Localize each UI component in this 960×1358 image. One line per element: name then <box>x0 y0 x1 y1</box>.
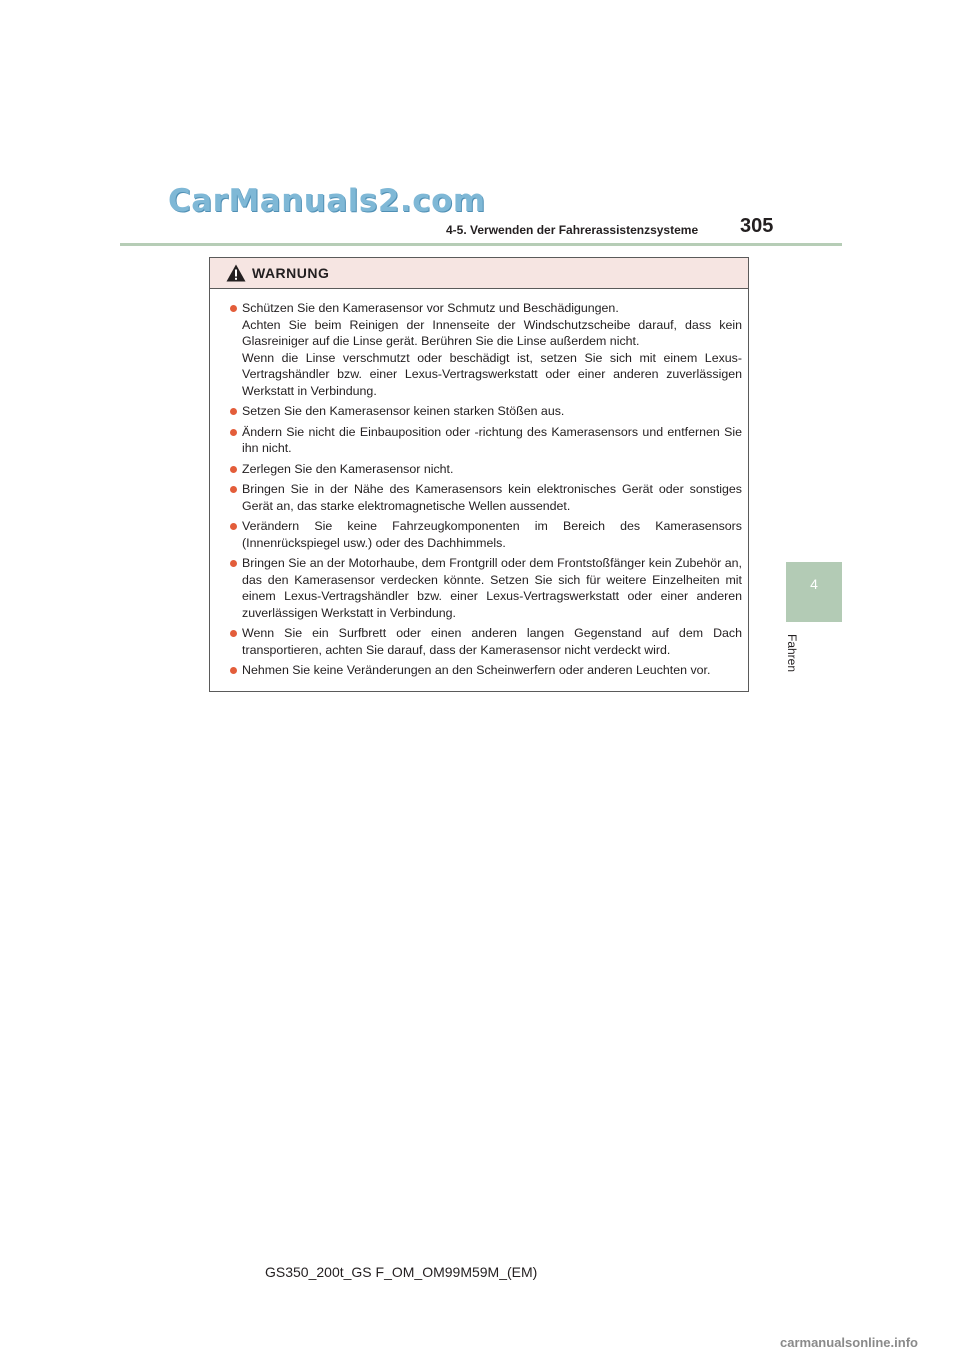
warning-item <box>230 461 742 478</box>
warning-item <box>230 481 742 514</box>
bullet-icon <box>230 560 237 567</box>
warning-triangle-icon <box>226 264 246 282</box>
warning-text: Verändern Sie keine Fahrzeugkomponenten im Bereich des Kamerasensors (Innenrückspiegel usw.) oder des Dachhimmels. <box>242 519 742 550</box>
warning-item <box>230 662 742 679</box>
bullet-icon <box>230 486 237 493</box>
warning-header <box>210 258 748 289</box>
bullet-icon <box>230 630 237 637</box>
warning-item <box>230 518 742 551</box>
bullet-icon <box>230 305 237 312</box>
warning-box <box>209 257 749 692</box>
chapter-tab <box>786 562 842 622</box>
warning-item <box>230 625 742 658</box>
chapter-label-text: Fahren <box>785 633 799 673</box>
chapter-label <box>772 633 812 673</box>
warning-item <box>230 555 742 621</box>
bullet-icon <box>230 523 237 530</box>
warning-text: Achten Sie beim Reinigen der Innenseite der Windschutzscheibe darauf, dass kein Glasreiniger auf die Linse gerät. Berühren Sie die Linse außerdem nicht. <box>242 317 742 348</box>
warning-text: Nehmen Sie keine Veränderungen an den Scheinwerfern oder anderen Leuchten vor. <box>242 663 711 677</box>
warning-title: WARNUNG <box>252 265 330 281</box>
page-number: 305 <box>740 215 774 237</box>
warning-text: Bringen Sie in der Nähe des Kamerasensors kein elektronisches Gerät oder sonstiges Gerät an, das starke elektromagnetische Wellen aussendet. <box>242 482 742 513</box>
warning-list <box>210 289 748 679</box>
watermark-logo: CarManuals2.com <box>168 183 486 219</box>
warning-text: Schützen Sie den Kamerasensor vor Schmutz und Beschädigungen. <box>242 301 619 315</box>
warning-item <box>230 300 742 399</box>
warning-text: Wenn Sie ein Surfbrett oder einen anderen langen Gegenstand auf dem Dach transportieren, achten Sie darauf, dass der Kamerasensor nicht verdeckt wird. <box>242 626 742 657</box>
chapter-number: 4 <box>810 576 818 592</box>
warning-text: Setzen Sie den Kamerasensor keinen starken Stößen aus. <box>242 404 565 418</box>
warning-text: Ändern Sie nicht die Einbauposition oder -richtung des Kamerasensors und entfernen Sie ihn nicht. <box>242 424 742 455</box>
bullet-icon <box>230 429 237 436</box>
bullet-icon <box>230 408 237 415</box>
warning-item <box>230 424 742 457</box>
warning-item <box>230 403 742 420</box>
bullet-icon <box>230 667 237 674</box>
warning-text: Bringen Sie an der Motorhaube, dem Frontgrill oder dem Frontstoßfänger kein Zubehör an, das den Kamerasensor verdecken könnte. Setzen Sie sich für weitere Einzelheiten mit einem Lexus-Vertragshändler bzw. einer Lexus-Vertragswerkstatt oder einer anderen zuverlässigen Werkstatt in Verbindung. <box>242 556 742 620</box>
document-code: GS350_200t_GS F_OM_OM99M59M_(EM) <box>265 1264 538 1280</box>
warning-text: Wenn die Linse verschmutzt oder beschädigt ist, setzen Sie sich mit einem Lexus-Vertragshändler bzw. einer Lexus-Vertragswerkstatt oder einer anderen zuverlässigen Werkstatt in Verbindung. <box>242 350 742 398</box>
warning-text: Zerlegen Sie den Kamerasensor nicht. <box>242 461 454 476</box>
section-title: 4-5. Verwenden der Fahrerassistenzsysteme <box>446 223 699 237</box>
bullet-icon <box>230 466 237 473</box>
watermark-footer: carmanualsonline.info <box>780 1335 918 1350</box>
header-divider <box>120 243 842 246</box>
